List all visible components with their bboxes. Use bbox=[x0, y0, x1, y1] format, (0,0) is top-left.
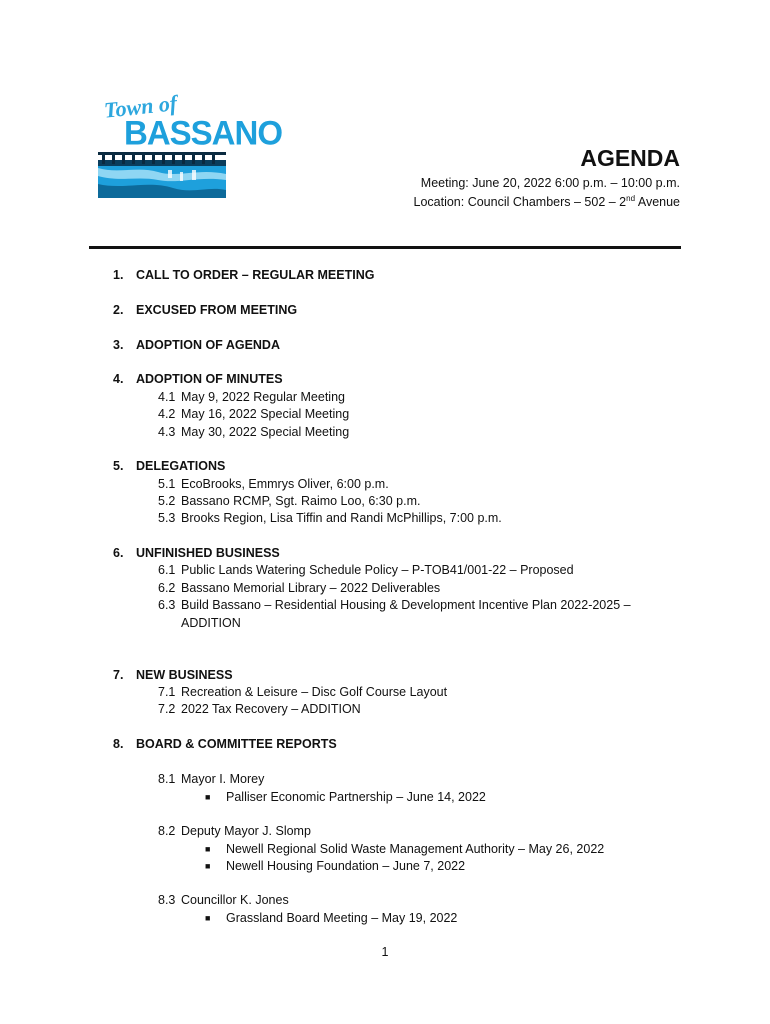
agenda-item-number: 5. bbox=[113, 459, 124, 473]
agenda-subitem-number: 7.2 bbox=[158, 702, 176, 716]
agenda-subitem-label: Bassano RCMP, Sgt. Raimo Loo, 6:30 p.m. bbox=[181, 494, 421, 508]
square-bullet-icon: ■ bbox=[205, 844, 211, 854]
logo-script-text: Town of bbox=[102, 90, 179, 123]
agenda-subitem-label: Bassano Memorial Library – 2022 Deliverables bbox=[181, 581, 441, 595]
agenda-subitem bbox=[158, 407, 349, 421]
agenda-subitem bbox=[158, 893, 289, 907]
agenda-subitem-label: Brooks Region, Lisa Tiffin and Randi McPhillips, 7:00 p.m. bbox=[181, 511, 502, 525]
agenda-subitem-label: Recreation & Leisure – Disc Golf Course Layout bbox=[181, 685, 448, 699]
agenda-subitem bbox=[158, 685, 447, 699]
square-bullet-icon: ■ bbox=[205, 792, 211, 802]
agenda-subitem-label: May 30, 2022 Special Meeting bbox=[181, 425, 350, 439]
agenda-item bbox=[113, 459, 225, 473]
page-number: 1 bbox=[381, 945, 389, 959]
report-bullet bbox=[205, 911, 457, 925]
agenda-item-label: NEW BUSINESS bbox=[136, 668, 233, 682]
agenda-subitem-label: Public Lands Watering Schedule Policy – P-TOB41/001-22 – Proposed bbox=[181, 563, 574, 577]
agenda-item bbox=[113, 372, 283, 386]
agenda-subitem-number: 5.2 bbox=[158, 494, 176, 508]
agenda-subitem-label: Councillor K. Jones bbox=[181, 893, 289, 907]
agenda-subitem bbox=[158, 390, 345, 404]
agenda-item-number: 2. bbox=[113, 303, 124, 317]
agenda-subitem bbox=[158, 581, 440, 595]
agenda-subitem-number: 6.3 bbox=[158, 598, 176, 612]
agenda-subitem-number: 6.1 bbox=[158, 563, 176, 577]
agenda-item bbox=[113, 546, 280, 560]
agenda-subitem-number: 8.1 bbox=[158, 772, 176, 786]
agenda-item bbox=[113, 737, 337, 751]
town-of-bassano-logo bbox=[96, 90, 283, 202]
square-bullet-icon: ■ bbox=[205, 861, 211, 871]
agenda-subitem bbox=[158, 425, 349, 439]
agenda-subitem-continuation-text: ADDITION bbox=[181, 616, 241, 630]
agenda-item-label: UNFINISHED BUSINESS bbox=[136, 546, 280, 560]
agenda-subitem-number: 4.3 bbox=[158, 425, 176, 439]
agenda-subitem bbox=[158, 494, 420, 508]
agenda-subitem-number: 6.2 bbox=[158, 581, 176, 595]
agenda-item bbox=[113, 303, 297, 317]
agenda-subitem bbox=[158, 563, 574, 577]
agenda-item-number: 1. bbox=[113, 268, 124, 282]
agenda-subitem-number: 5.1 bbox=[158, 477, 176, 491]
agenda-subitem-number: 7.1 bbox=[158, 685, 176, 699]
agenda-item-label: ADOPTION OF AGENDA bbox=[136, 338, 280, 352]
agenda-item-number: 6. bbox=[113, 546, 124, 560]
agenda-subitem-number: 4.1 bbox=[158, 390, 176, 404]
agenda-item-number: 4. bbox=[113, 372, 124, 386]
square-bullet-icon: ■ bbox=[205, 913, 211, 923]
agenda-subitem bbox=[158, 772, 264, 786]
agenda-item bbox=[113, 338, 280, 352]
agenda-subitem bbox=[158, 702, 361, 716]
agenda-subitem-number: 5.3 bbox=[158, 511, 176, 525]
logo-main-text: BASSANO bbox=[124, 113, 283, 152]
report-bullet-text: Newell Regional Solid Waste Management Authority – May 26, 2022 bbox=[226, 842, 605, 856]
agenda-subitem bbox=[158, 511, 502, 525]
agenda-subitem-number: 4.2 bbox=[158, 407, 176, 421]
agenda-item-number: 7. bbox=[113, 668, 124, 682]
agenda-item bbox=[113, 268, 374, 282]
meeting-datetime: Meeting: June 20, 2022 6:00 p.m. – 10:00 p.m. bbox=[420, 176, 680, 190]
agenda-subitem-label: EcoBrooks, Emmrys Oliver, 6:00 p.m. bbox=[181, 477, 389, 491]
dam-illustration-icon bbox=[98, 150, 226, 198]
agenda-item-number: 8. bbox=[113, 737, 124, 751]
agenda-subitem bbox=[158, 477, 389, 491]
report-bullet-text: Grassland Board Meeting – May 19, 2022 bbox=[226, 911, 458, 925]
agenda-item-label: BOARD & COMMITTEE REPORTS bbox=[136, 737, 337, 751]
report-bullet bbox=[205, 790, 486, 804]
agenda-subitem bbox=[158, 598, 631, 612]
agenda-subitem-label: May 9, 2022 Regular Meeting bbox=[181, 390, 345, 404]
report-bullet-text: Palliser Economic Partnership – June 14, 2022 bbox=[226, 790, 486, 804]
report-bullet bbox=[205, 842, 604, 856]
agenda-subitem-number: 8.2 bbox=[158, 824, 176, 838]
agenda-subitem-continuation bbox=[181, 616, 241, 630]
agenda-subitem-number: 8.3 bbox=[158, 893, 176, 907]
agenda-item-number: 3. bbox=[113, 338, 124, 352]
page-title: AGENDA bbox=[580, 145, 680, 171]
agenda-item-label: CALL TO ORDER – REGULAR MEETING bbox=[136, 268, 375, 282]
agenda-subitem-label: Build Bassano – Residential Housing & Development Incentive Plan 2022-2025 – bbox=[181, 598, 631, 612]
agenda-item-label: EXCUSED FROM MEETING bbox=[136, 303, 298, 317]
agenda-item-label: DELEGATIONS bbox=[136, 459, 226, 473]
report-bullet bbox=[205, 859, 465, 873]
report-bullet-text: Newell Housing Foundation – June 7, 2022 bbox=[226, 859, 466, 873]
agenda-subitem-label: 2022 Tax Recovery – ADDITION bbox=[181, 702, 361, 716]
agenda-subitem-label: May 16, 2022 Special Meeting bbox=[181, 407, 350, 421]
agenda-subitem bbox=[158, 824, 311, 838]
agenda-item bbox=[113, 668, 233, 682]
agenda-subitem-label: Mayor I. Morey bbox=[181, 772, 265, 786]
meeting-location: Location: Council Chambers – 502 – 2nd Avenue bbox=[413, 194, 680, 210]
agenda-item-label: ADOPTION OF MINUTES bbox=[136, 372, 283, 386]
agenda-subitem-label: Deputy Mayor J. Slomp bbox=[181, 824, 311, 838]
header-divider bbox=[89, 246, 681, 249]
